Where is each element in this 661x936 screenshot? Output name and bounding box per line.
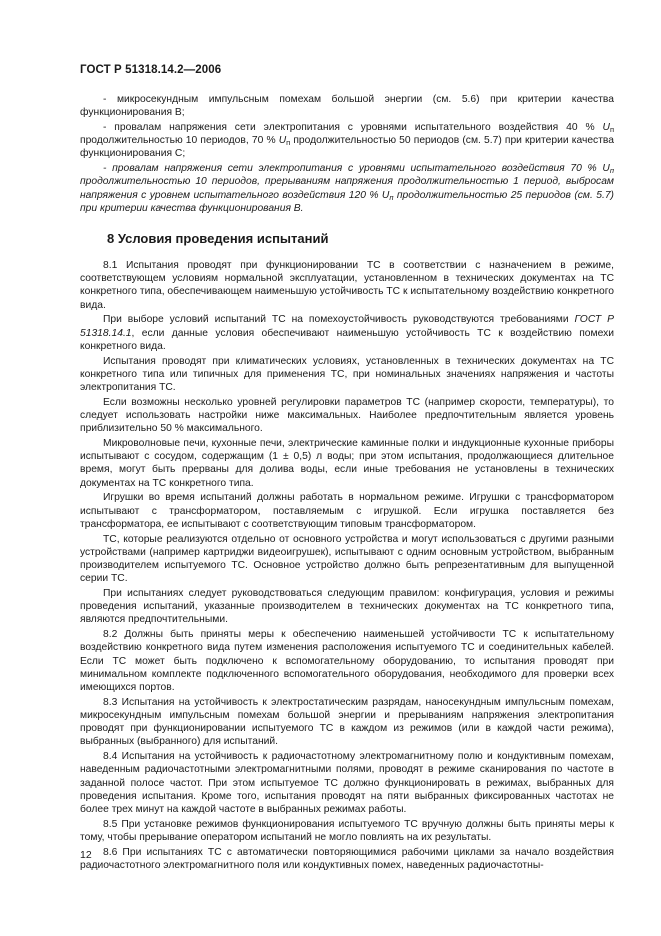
page-content: [80, 93, 614, 874]
list-item-microsecond-pulses: - микросекундным импульсным помехам большой энергии (см. 5.6) при критерии качества функционирования В;: [80, 94, 614, 119]
document-header: ГОСТ Р 51318.14.2—2006: [80, 64, 222, 76]
list-item-voltage-dips-c: - провалам напряжения сети электропитания с уровнями испытательного воздействия 40 % $U_п$ продолжительностью 10 периодов, 70 % $U_п$ продолжительностью 50 периодов (см. 5.7) при критерии качества функционирования С;: [80, 122, 614, 160]
paragraph-climatic: Испытания проводят при климатических условиях, установленных в технических документах на ТС конкретного типа или типичных для применения ТС, при номинальных значениях напряжения и частоты электропитания ТС.: [80, 355, 614, 394]
paragraph-8-2: 8.2 Должны быть приняты меры к обеспечению наименьшей устойчивости ТС к испытательному воздействию конкретного вида путем изменения расположения испытуемого ТС и соединительных кабелей. Если ТС может быть подключено к вспомогательному оборудованию, то испытания проводят при минимальном комплекте подключенного вспомогательного оборудования, необходимого для проверки всех имеющихся портов.: [80, 629, 614, 694]
paragraph-microwave: Микроволновые печи, кухонные печи, электрические каминные полки и индукционные кухонные приборы испытывают с сосудом, содержащим (1 ± 0,5) л воды; при этом испытания, продолжающиеся длительное время, могут быть прерваны для долива воды, если иные требования не установлены в технических документах на ТС конкретного типа.: [80, 438, 614, 489]
u-symbol: U: [602, 122, 610, 133]
u-symbol: U: [602, 163, 610, 175]
u-symbol: U: [278, 135, 287, 147]
paragraph-8-1: 8.1 Испытания проводят при функционировании ТС в соответствии с назначением в режиме, соответствующем условиям нормальной эксплуатации, установленном в технических документах на ТС конкретного типа, обеспечивающем наименьшую устойчивость ТС к испытательному воздействию конкретного вида.: [80, 260, 614, 311]
paragraph-test-conditions: При выборе условий испытаний ТС на помехоустойчивость руководствуются требованиями ГОСТ Р 51318.14.1, если данные условия обеспечивают наименьшую устойчивость ТС к воздействию помехи конкретного вида.: [80, 314, 614, 352]
paragraph-8-4: 8.4 Испытания на устойчивость к радиочастотному электромагнитному полю и кондуктивным помехам, наведенным радиочастотными электромагнитными полями, проводят в режиме сканирования по частоте в заданной полосе частот. При этом испытуемое ТС должно функционировать в режимах, выбранных для проведения испытания. Кроме того, испытания проводят на пяти выбранных фиксированных частотах не более трех минут на каждой частоте в выбранных режимах работы.: [80, 751, 614, 816]
paragraph-toys: Игрушки во время испытаний должны работать в нормальном режиме. Игрушки с трансформатором испытывают с трансформатором, поставляемым с игрушкой. Если игрушка поставляется без трансформатора, ее испытывают с соответствующим типовым трансформатором.: [80, 492, 614, 530]
page-number: 12: [80, 849, 92, 861]
paragraph-separate-devices: ТС, которые реализуются отдельно от основного устройства и могут использоваться с другими разными устройствами (например картриджи видеоигрушек), испытывают с одним основным устройством, выбранным производителем испытуемого ТС. Основное устройство должно быть репрезентативным для выпущенной серии ТС.: [80, 533, 614, 585]
paragraph-8-3: 8.3 Испытания на устойчивость к электростатическим разрядам, наносекундным импульсным помехам, микросекундным импульсным помехам большой энергии и прерываниям напряжения электропитания проводят при функционировании испытуемого ТС в каждом из режимов (или в каждой части режима), выбранных (выбранного) для испытаний.: [80, 696, 614, 748]
list-item-voltage-dips-b: - провалам напряжения сети электропитания с уровнями испытательного воздействия 70 % $U_п$ продолжительностью 10 периодов, прерываниям напряжения продолжительностью 1 период, выбросам напряжения с уровнем испытательного воздействия 120 % $U_п$ продолжительностью 25 периодов (см. 5.7) при критерии качества функционирования В.: [80, 163, 614, 214]
u-symbol: U: [381, 189, 390, 201]
standard-reference: ГОСТ Р 51318.14.1: [80, 314, 614, 339]
paragraph-regulation-levels: Если возможны несколько уровней регулировки параметров ТС (например скорости, температуры), то следует использовать настройки ниже максимальных. Наиболее предпочтительным является уровень приблизительно 50 % максимального.: [80, 396, 614, 435]
paragraph-rule: При испытаниях следует руководствоваться следующим правилом: конфигурация, условия и режимы проведения испытаний, указанные производителем в технических документах на ТС конкретного типа, являются предпочтительными.: [80, 588, 614, 626]
paragraph-8-6: 8.6 При испытаниях ТС с автоматически повторяющимися рабочими циклами за начало воздействия радиочастотного электромагнитного поля или кондуктивных помех, наведенных радиочастотны-: [80, 846, 614, 872]
paragraph-8-5: 8.5 При установке режимов функционирования испытуемого ТС вручную должны быть приняты меры к тому, чтобы прерывание оператором испытаний не могло повлиять на их результаты.: [80, 818, 614, 844]
section-heading: 8 Условия проведения испытаний: [107, 231, 329, 247]
